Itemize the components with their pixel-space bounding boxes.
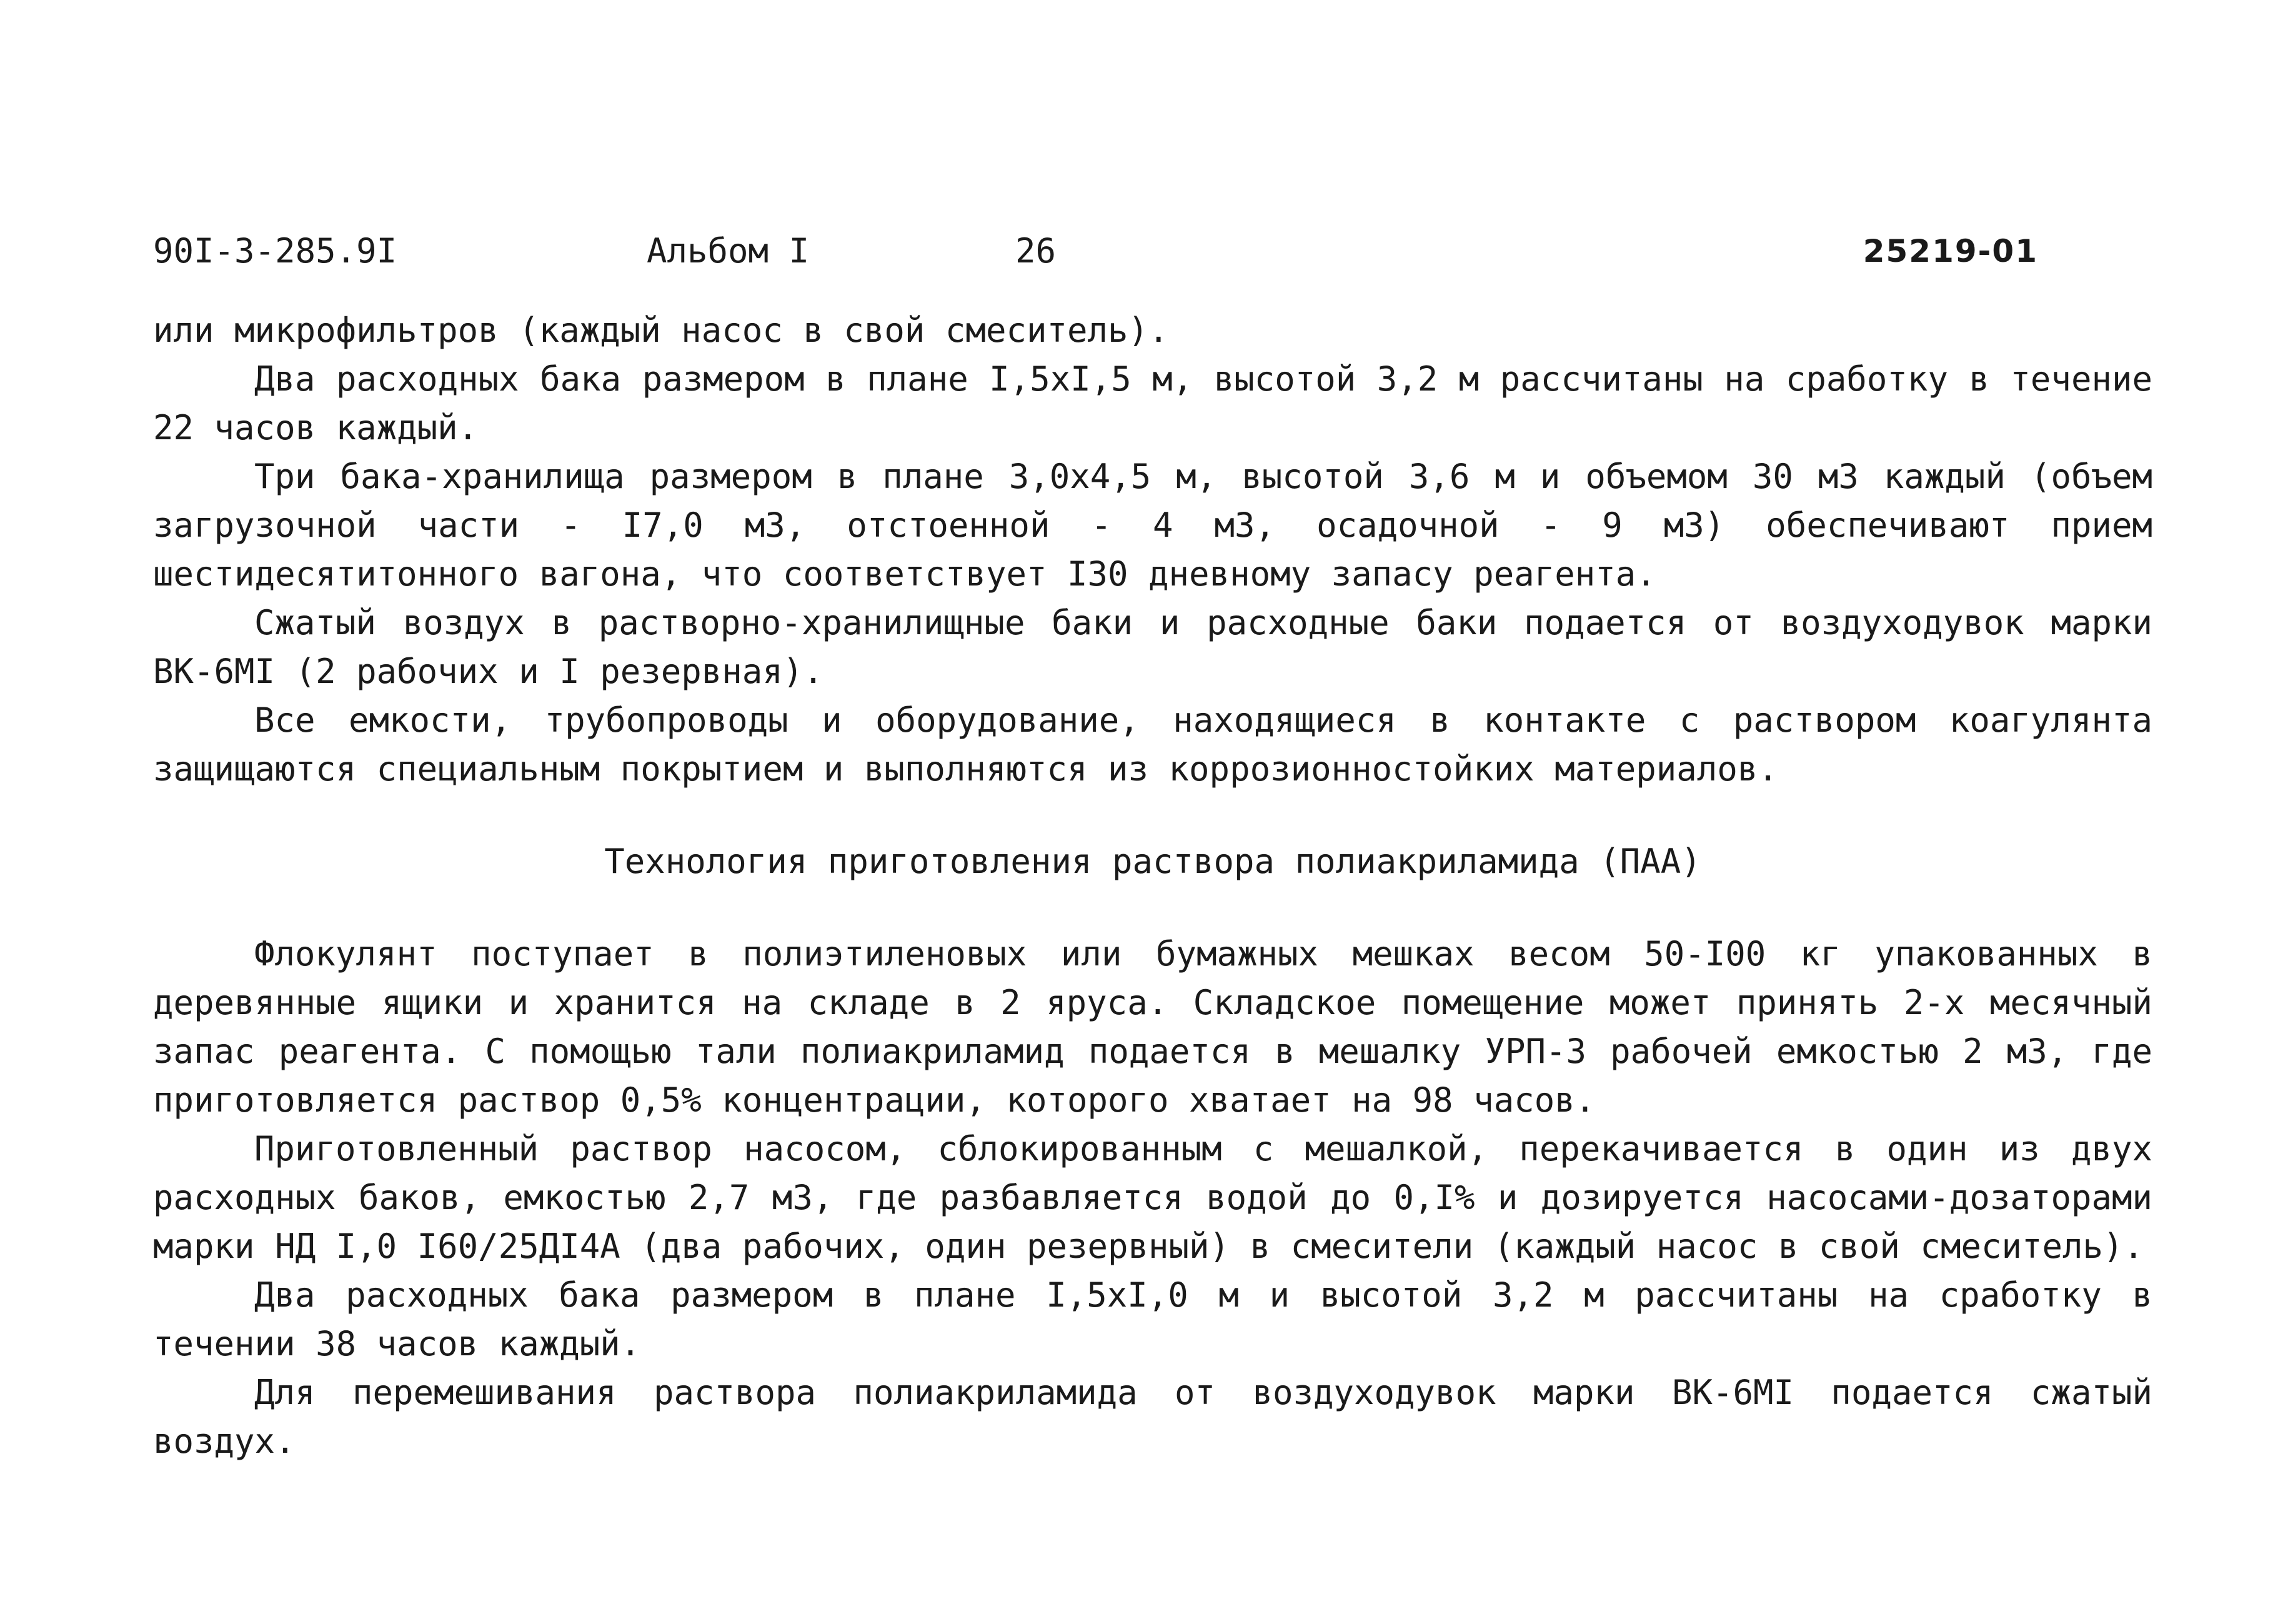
page-number: 26 [1015, 231, 1057, 271]
paragraph: Сжатый воздух в растворно-хранилищные баки и расходные баки подается от воздуходувок марки ВК-6МI (2 рабочих и I резервная). [153, 603, 2152, 691]
paragraph: Все емкости, трубопроводы и оборудование, находящиеся в контакте с раствором коагулянта защищаются специальным покрытием и выполняются из коррозионностойких материалов. [153, 700, 2152, 789]
paragraph: Флокулянт поступает в полиэтиленовых или бумажных мешках весом 50-I00 кг упакованных в деревянные ящики и хранится на складе в 2 яруса. Складское помещение может принять 2-х месячный запас реагента. С помощью тали полиакриламид подается в мешалку УРП-3 рабочей емкостью 2 м3, где приготовляется раствор 0,5% концентрации, которого хватает на 98 часов. [153, 934, 2152, 1120]
paragraph: Два расходных бака размером в плане I,5хI,0 м и высотой 3,2 м рассчитаны на сработку в течении 38 часов каждый. [153, 1275, 2152, 1363]
album-label: Альбом I [647, 231, 810, 271]
paragraph: Два расходных бака размером в плане I,5хI,5 м, высотой 3,2 м рассчитаны на сработку в течение 22 часов каждый. [153, 359, 2152, 447]
inventory-stamp: 25219-01 [1863, 233, 2038, 269]
section-title: Технология приготовления раствора полиакриламида (ПАА) [604, 842, 1701, 881]
document-code: 90I-3-285.9I [153, 231, 397, 271]
paragraph-continued: или микрофильтров (каждый насос в свой смеситель). [153, 311, 1169, 350]
paragraph: Три бака-хранилища размером в плане 3,0х4,5 м, высотой 3,6 м и объемом 30 м3 каждый (объем загрузочной части - I7,0 м3, отстоенной - 4 м3, осадочной - 9 м3) обеспечивают прием шестидесятитонного вагона, что соответствует I30 дневному запасу реагента. [153, 457, 2152, 594]
paragraph: Для перемешивания раствора полиакриламида от воздуходувок марки ВК-6МI подается сжатый воздух. [153, 1373, 2152, 1461]
page-header [153, 226, 2038, 276]
paragraph: Приготовленный раствор насосом, сблокированным с мешалкой, перекачивается в один из двух расходных баков, емкостью 2,7 м3, где разбавляется водой до 0,I% и дозируется насосами-дозаторами марки НД I,0 I60/25ДI4А (два рабочих, один резервный) в смесители (каждый насос в свой смеситель). [153, 1129, 2152, 1266]
document-body [153, 306, 2152, 1466]
